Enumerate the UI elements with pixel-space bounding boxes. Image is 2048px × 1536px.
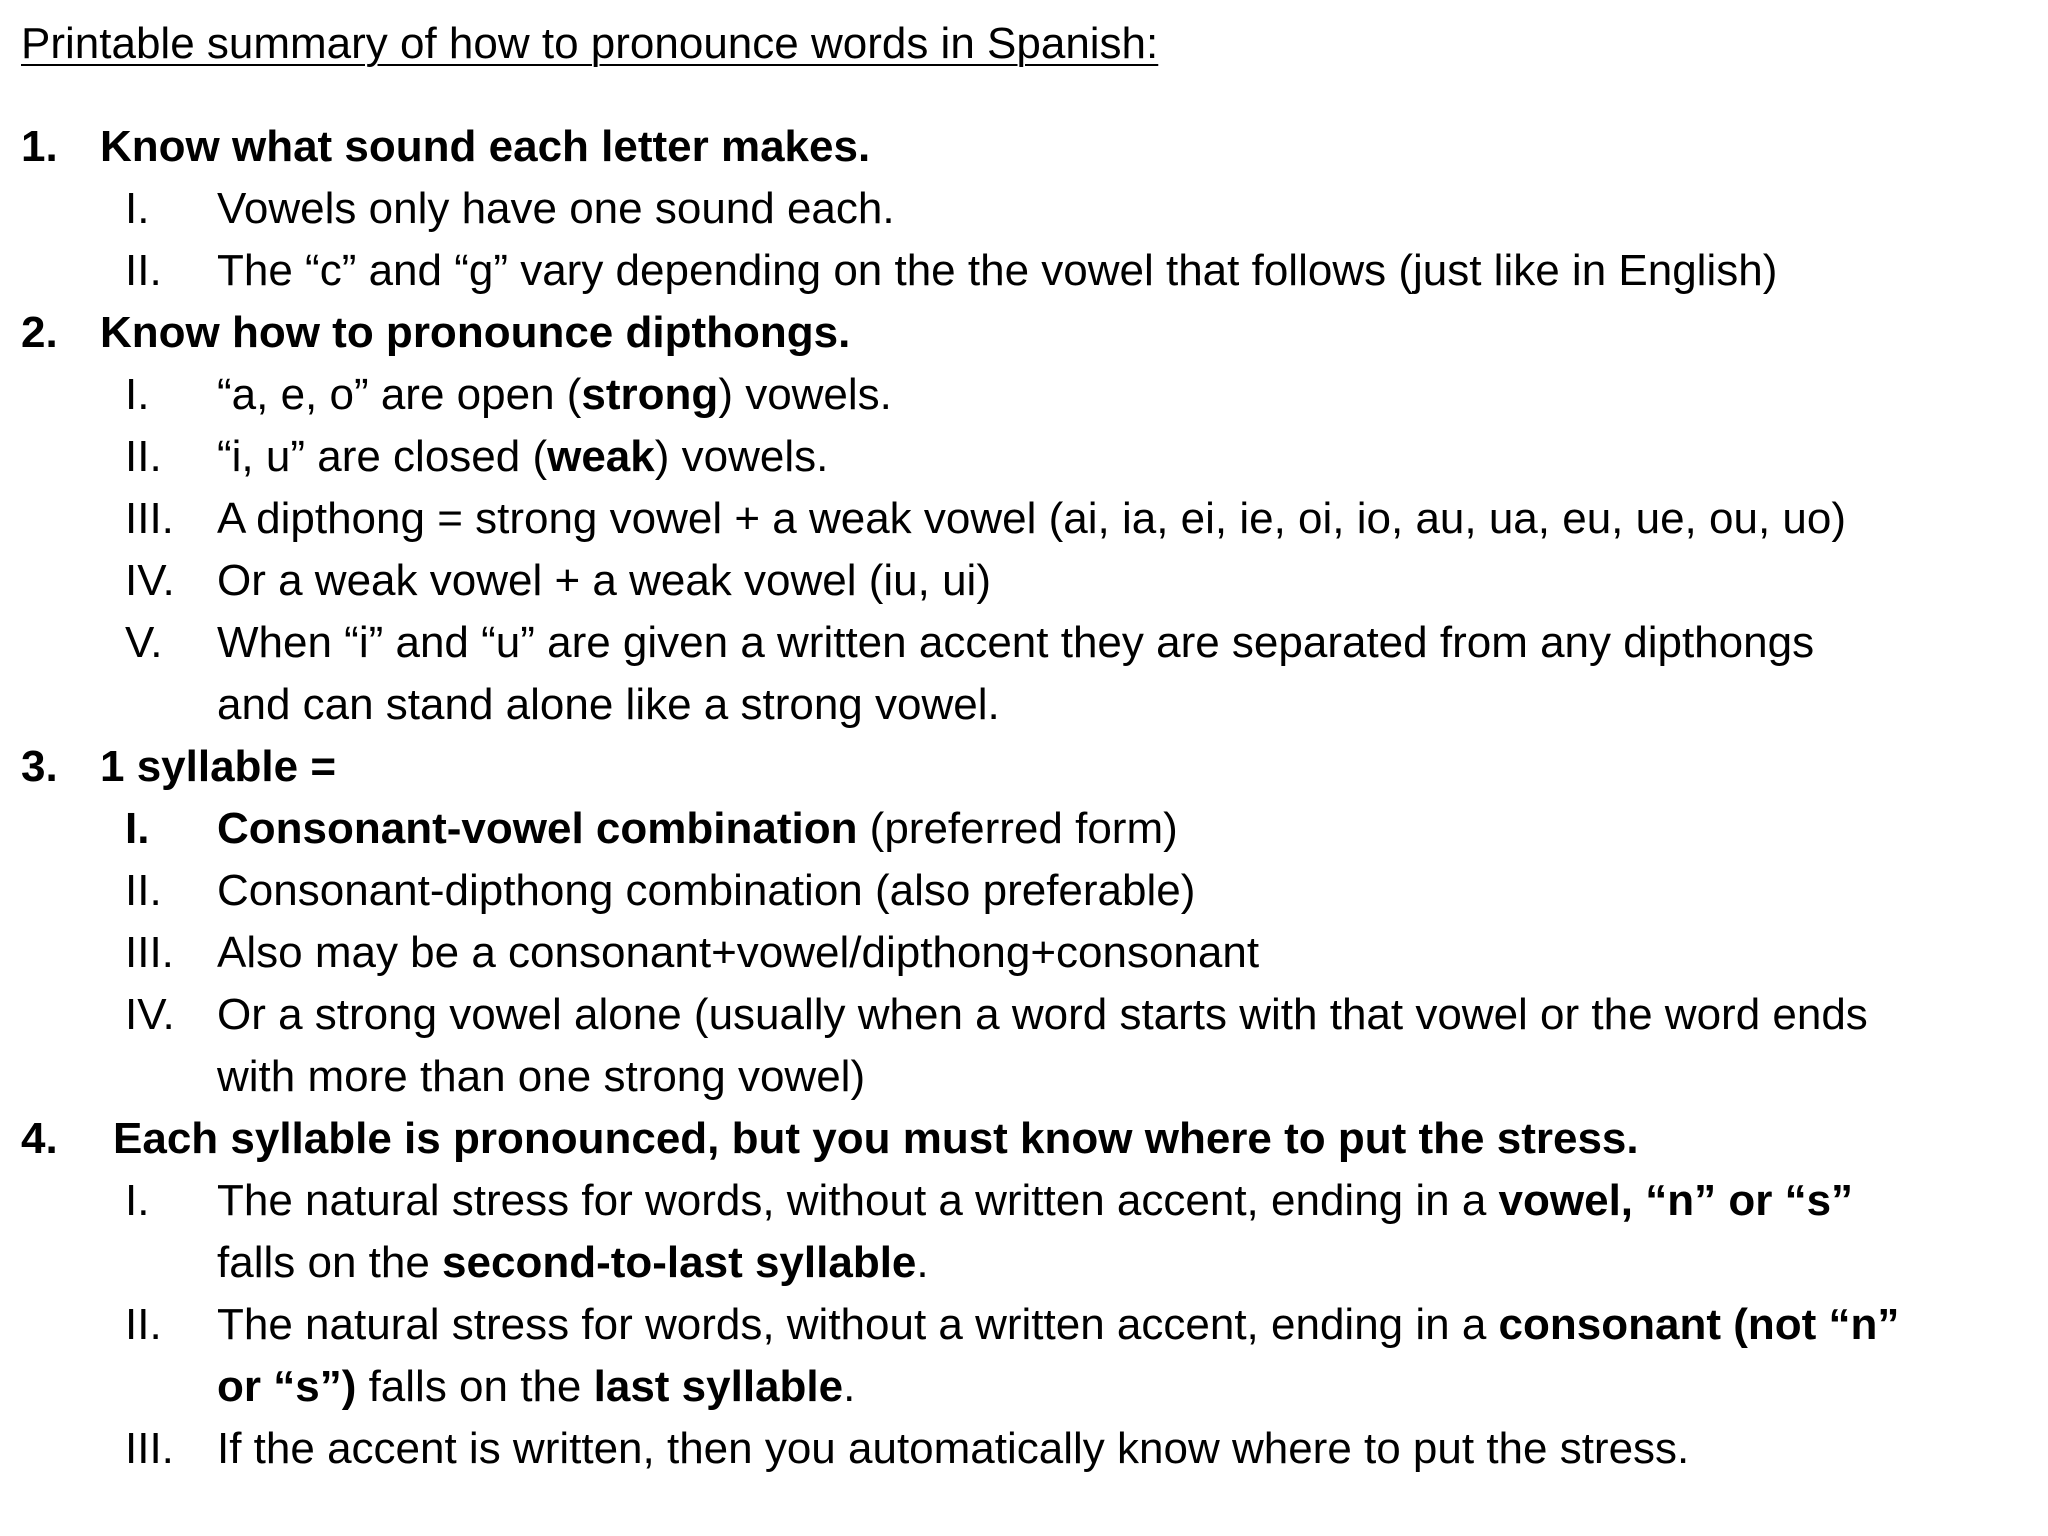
item-text	[217, 1294, 1899, 1356]
section-heading: Know what sound each letter makes.	[100, 122, 871, 171]
item-text: Also may be a consonant+vowel/dipthong+consonant	[217, 928, 1260, 977]
roman-numeral: I.	[125, 1176, 150, 1225]
bold-term: strong	[581, 370, 719, 419]
item-text: and can stand alone like a strong vowel.	[217, 680, 1000, 729]
text-run: falls on the	[356, 1362, 594, 1411]
bold-term: weak	[547, 432, 655, 481]
roman-numeral: V.	[125, 618, 163, 667]
text-run: falls on the	[217, 1238, 443, 1287]
section-heading: Know how to pronounce dipthongs.	[100, 308, 851, 357]
roman-numeral: II.	[125, 866, 162, 915]
item-text: When “i” and “u” are given a written accent they are separated from any dipthongs	[217, 618, 1815, 667]
section-number: 1.	[21, 122, 58, 171]
page-title: Printable summary of how to pronounce words in Spanish:	[21, 19, 1159, 68]
section-heading: Each syllable is pronounced, but you must know where to put the stress.	[113, 1114, 1639, 1163]
item-text: The “c” and “g” vary depending on the the vowel that follows (just like in English)	[217, 246, 1778, 295]
section-number: 3.	[21, 742, 58, 791]
text-run: The natural stress for words, without a written accent, ending in a	[217, 1176, 1499, 1225]
roman-numeral: I.	[125, 370, 150, 419]
roman-numeral: IV.	[125, 556, 175, 605]
roman-numeral: I.	[125, 184, 150, 233]
bold-term: or “s”)	[217, 1362, 357, 1411]
roman-numeral: II.	[125, 1300, 162, 1349]
bold-term: second-to-last syllable	[442, 1238, 917, 1287]
item-text	[217, 1232, 929, 1294]
roman-numeral: IV.	[125, 990, 175, 1039]
text-run: “a, e, o” are open (	[217, 370, 582, 419]
text-run: ) vowels.	[654, 432, 829, 481]
section-heading: 1 syllable =	[100, 742, 337, 791]
text-run: .	[843, 1362, 856, 1411]
roman-numeral: I.	[125, 804, 150, 853]
roman-numeral: III.	[125, 494, 174, 543]
section-number: 4.	[21, 1114, 58, 1163]
item-text: A dipthong = strong vowel + a weak vowel (ai, ia, ei, ie, oi, io, au, ua, eu, ue, ou, uo)	[217, 494, 1846, 543]
text-run: The natural stress for words, without a written accent, ending in a	[217, 1300, 1499, 1349]
item-text	[217, 364, 892, 426]
text-run: ) vowels.	[718, 370, 892, 419]
item-text	[217, 1356, 855, 1418]
item-text	[217, 426, 828, 488]
text-run: “i, u” are closed (	[217, 432, 548, 481]
item-text: Or a weak vowel + a weak vowel (iu, ui)	[217, 556, 991, 605]
text-run: (preferred form)	[857, 804, 1178, 853]
bold-term: Consonant-vowel combination	[217, 804, 858, 853]
item-text: with more than one strong vowel)	[217, 1052, 866, 1101]
item-text: Consonant-dipthong combination (also preferable)	[217, 866, 1196, 915]
roman-numeral: II.	[125, 432, 162, 481]
item-text: If the accent is written, then you automatically know where to put the stress.	[217, 1424, 1690, 1473]
roman-numeral: III.	[125, 1424, 174, 1473]
item-text: Or a strong vowel alone (usually when a word starts with that vowel or the word ends	[217, 990, 1868, 1039]
section-number: 2.	[21, 308, 58, 357]
roman-numeral: II.	[125, 246, 162, 295]
text-run: .	[916, 1238, 929, 1287]
bold-term: last syllable	[593, 1362, 844, 1411]
bold-term: vowel, “n” or “s”	[1498, 1176, 1854, 1225]
item-text	[217, 1170, 1853, 1232]
item-text: Vowels only have one sound each.	[217, 184, 895, 233]
item-text	[217, 798, 1178, 860]
bold-term: consonant (not “n”	[1498, 1300, 1900, 1349]
roman-numeral: III.	[125, 928, 174, 977]
